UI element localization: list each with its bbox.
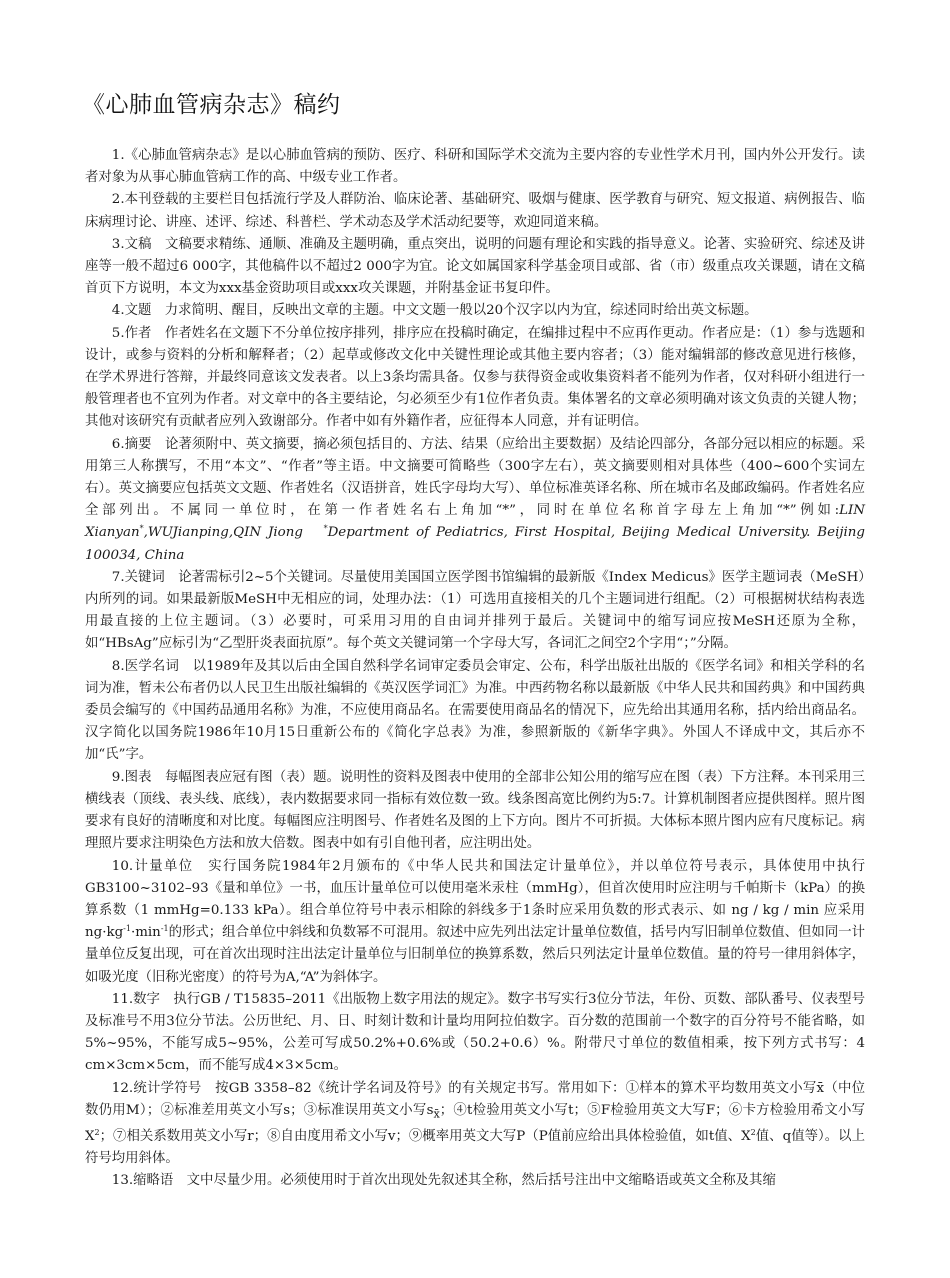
unit-formula-mid: ·min	[130, 925, 161, 941]
section-7-keywords: 7.关键词 论著需标引2~5个关键词。尽量使用美国国立医学图书馆编辑的最新版《Index Medicus》医学主题词表（MeSH）内所列的词。如果最新版MeSH中无相应的词，处理办法：（1）可选用直接相关的几个主题词进行组配。（2）可根据树状结构表选用最直接的上位主题词。（3）必要时，可采用习用的自由词并排列于最后。关键词中的缩写词应按MeSH还原为全称，如“HBsAg”应标引为“乙型肝炎表面抗原”。每个英文关键词第一个字母大写，各词汇之间空2个字用“；”分隔。	[85, 569, 865, 652]
unit-exponent-1: -1	[123, 924, 131, 934]
example-affiliation-mark: *	[323, 524, 328, 534]
section-12-text-d: 值、q值等）。以上符号均用斜体。	[85, 1128, 865, 1166]
section-6-text: 6.摘要 论著须附中、英文摘要，摘必须包括目的、方法、结果（应给出主要数据）及结论四部分，各部分冠以相应的标题。采用第三人称撰写，不用“本文”、“作者”等主语。中文摘要可简略些（300字左右），英文摘要则相对具体些（400~600个实词左右）。英文摘要应包括英文文题、作者姓名（汉语拼音，姓氏字母均大写）、单位标准英译名称、所在城市名及邮政编码。作者姓名应全部列出。不属同一单位时，在第一作者姓名右上角加“*”，同时在单位名称首字母左上角加“*”例如:	[85, 436, 865, 519]
submission-guidelines	[85, 145, 865, 1192]
example-author-mark: *	[139, 524, 144, 534]
chi-square-exponent-1: 2	[94, 1127, 100, 1137]
section-12-text-b: ；④t检验用英文小写t；⑤F检验用英文大写F；⑥卡方检验用希文小写X	[85, 1102, 865, 1144]
section-10-text-a: 10.计量单位 实行国务院1984年2月颁布的《中华人民共和国法定计量单位》，并以单位符号表示，具体使用中执行GB3100~3102–93《量和单位》一书，血压计量单位可以使用毫米汞柱（mmHg），但首次使用时应注明与千帕斯卡（kPa）的换算系数（1 mmHg=0.133 kPa）。组合单位符号中表示相除的斜线多于1条时应采用负数的形式表示、如 ng / kg / min 应采用	[85, 858, 865, 918]
section-5-authors: 5.作者 作者姓名在文题下不分单位按序排列，排序应在投稿时确定，在编排过程中不应再作更动。作者应是：（1）参与选题和设计，或参与资料的分析和解释者；（2）起草或修改文化中关键性理论或其他主要内容者；（3）能对编辑部的修改意见进行核修，在学术界进行答辩，并最终同意该文发表者。以上3条均需具备。仅参与获得资金或收集资料者不能列为作者，仅对科研小组进行一般管理者也不宜列为作者。对文章中的各主要结论，匀必须至少有1位作者负责。集体署名的文章必须明确对该文负责的关键人物；其他对该研究有贡献者应列入致谢部分。作者中如有外籍作者，应征得本人同意，并有证明信。	[85, 325, 865, 430]
section-4-title: 4.文题 力求简明、醒目，反映出文章的主题。中文文题一般以20个汉字以内为宜，综述同时给出英文标题。	[111, 303, 758, 319]
section-3-manuscript: 3.文稿 文稿要求精练、通顺、准确及主题明确，重点突出，说明的问题有理论和实践的指导意义。论著、实验研究、综述及讲座等一般不超过6 000字，其他稿件以不超过2 000字为宜。论文如属国家科学基金项目或部、省（市）级重点攻关课题，请在文稿首页下方说明，本文为xxx基金资助项目或xxx攻关课题，并附基金证书复印件。	[85, 236, 865, 297]
section-11-numbers: 11.数字 执行GB / T15835–2011《出版物上数字用法的规定》。数字书写实行3位分节法，年份、页数、部队番号、仪表型号及标准号不用3位分节法。公历世纪、月、日、时刻计数和计量均用阿拉伯数字。百分数的范围前一个数字的百分符号不能省略，如5%~95%，不能写成5~95%，公差可写成50.2%+0.6%或（50.2+0.6）%。附带尺寸单位的数值相乘，按下列方式书写：4 cm×3cm×5cm，而不能写成4×3×5cm。	[85, 991, 865, 1074]
section-9-figures-tables: 9.图表 每幅图表应冠有图（表）题。说明性的资料及图表中使用的全部非公知公用的缩写应在图（表）下方注释。本刊采用三横线表（顶线、表头线、底线），表内数据要求同一指标有效位数一致。线条图高宽比例约为5:7。计算机制图者应提供图样。照片图要求有良好的清晰度和对比度。每幅图应注明图号、作者姓名及图的上下方向。图片不可折损。大体标本照片图内应有尺度标记。病理照片要求注明染色方法和放大倍数。图表中如有引自他刊者，应注明出处。	[85, 769, 865, 852]
section-12-text-c: ；⑦相关系数用英文小写r；⑧自由度用希文小写v；⑨概率用英文大写P（P值前应给出具体检验值，如t值、X	[99, 1128, 751, 1144]
chi-square-exponent-2: 2	[750, 1127, 756, 1137]
example-author-names-rest: ,WUJianping,QIN Jiong	[143, 525, 303, 541]
section-2-columns: 2.本刊登载的主要栏目包括流行学及人群防治、临床论著、基础研究、吸烟与健康、医学教育与研究、短文报道、病例报告、临床病理讨论、讲座、述评、综述、科普栏、学术动态及学术活动纪要等，欢迎同道来稿。	[85, 192, 865, 230]
section-6-abstract	[85, 434, 865, 567]
example-author-names: LIN Xianyan	[85, 503, 865, 541]
unit-exponent-2: -1	[160, 924, 169, 934]
section-12-text-a: 12.统计学符号 按GB 3358–82《统计学名词及符号》的有关规定书写。常用如下：①样本的算术平均数用英文小写x̄（中位数仍用M）；②标准差用英文小写s；③标准误用英文小写s	[85, 1080, 865, 1118]
section-1-journal-overview: 1.《心肺血管病杂志》是以心肺血管病的预防、医疗、科研和国际学术交流为主要内容的专业性学术月刊，国内外公开发行。读者对象为从事心肺血管病工作的高、中级专业工作者。	[85, 148, 865, 186]
example-affiliation: Department of Pediatrics, First Hospital, Beijing Medical University. Beijing 100034, China	[85, 525, 865, 563]
page-title: 《心肺血管病杂志》稿约	[82, 92, 341, 118]
section-13-abbreviations: 13.缩略语 文中尽量少用。必须使用时于首次出现处先叙述其全称，然后括号注出中文缩略语或英文全称及其缩	[111, 1173, 776, 1189]
unit-formula: ng·kg	[85, 925, 124, 941]
section-12-statistics	[85, 1078, 865, 1170]
section-10-units	[85, 856, 865, 989]
section-10-text-b: 的形式；组合单位中斜线和负数幂不可混用。叙述中应先列出法定计量单位数值，括号内写旧制单位数值、但如同一计量单位反复出现，可在首次出现时注出法定计量单位与旧制单位的换算系数，然后只列法定计量单位数值。量的符号一律用斜体字，如吸光度（旧称光密度）的符号为A,“A”为斜体字。	[85, 925, 865, 985]
std-error-subscript: x̄	[433, 1107, 440, 1121]
section-8-medical-terms: 8.医学名词 以1989年及其以后由全国自然科学名词审定委员会审定、公布，科学出版社出版的《医学名词》和相关学科的名词为准，暂未公布者仍以人民卫生出版社编辑的《英汉医学词汇》为准。中西药物名称以最新版《中华人民共和国药典》和中国药典委员会编写的《中国药品通用名称》为准，不应使用商品名。在需要使用商品名的情况下，应先给出其通用名称，括内给出商品名。汉字简化以国务院1986年10月15日重新公布的《简化字总表》为准，参照新版的《新华字典》。外国人不译成中文，其后亦不加“氏”字。	[85, 658, 865, 763]
